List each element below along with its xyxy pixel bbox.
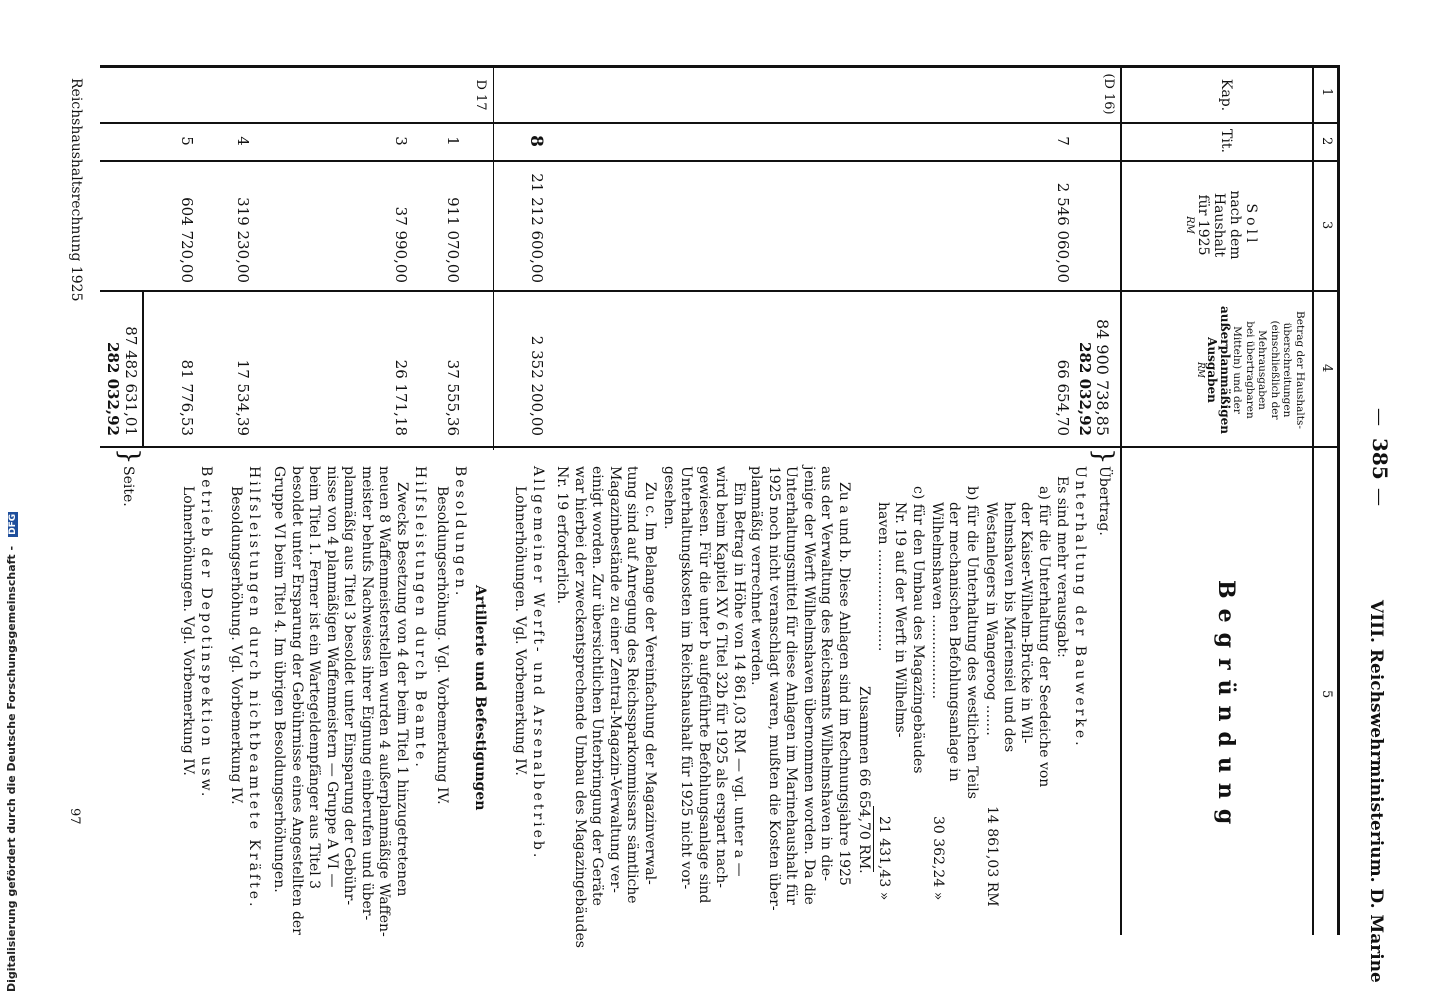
row8-soll: 21 212 600,00 [528, 173, 546, 283]
row1-heading: Besoldungen. [452, 466, 468, 599]
column-number-rule [1312, 65, 1314, 935]
row3-heading: Hilfsleistungen durch Beamte. [412, 466, 428, 770]
row3-soll: 37 990,00 [392, 206, 410, 283]
kap-column-rule [100, 122, 1340, 124]
header-bottom-rule [1120, 65, 1122, 935]
row3-text: Zwecks Besetzung von 4 der beim Titel 1 hinzugetretenen neuen 8 Waffenmeisterstellen wurden 4 außerplanmäßige Waffen- meister behufs Nachweises ihrer Eignung einberufen und über- planmäßig aus Titel 3 besoldet unter Einsparung der Gebühr- nisse von 4 planmäßigen Waffenmeistern — Gruppe A VI — beim Titel 1. Ferner ist ein Wartegeldempfänger aus Titel 3 besoldet unter Ersparung der Gebührnisse eines Angestellten der Gruppe VI beim Titel 4. Im übrigen Besoldungserhöhungen. [271, 466, 410, 937]
row7-item-b: b) für die Unterhaltung des westlichen Teils der mechanischen Befohlungsanlage in Wilhelmshaven ................... [929, 486, 980, 799]
row4-heading: Hilfsleistungen durch nichtbeamtete Kräfte. [246, 466, 262, 910]
row7-para-2: Ein Betrag in Höhe von 14 861,03 RM — vgl. unter a — wird beim Kapitel XV 6 Titel 32b für 1925 als erspart nach- gewiesen. Für die unter b aufgeführte Befohlungsanlage sind Unterhaltungskosten im Reichshaushalt für 1925 nicht vor- gesehen. [661, 466, 747, 904]
carry-brace: } [1088, 448, 1118, 465]
row8-text: Lohnerhöhungen. Vgl. Vorbemerkung IV. [512, 486, 528, 776]
row7-item-c: c) für den Umbau des Magazingebäudes Nr. 19 auf der Werft in Wilhelms- haven ....................... [875, 486, 926, 774]
credit-text: Digitalisierung gefördert durch die Deutsche Forschungsgemeinschaft - [5, 545, 18, 992]
total-brace: } [114, 448, 144, 465]
row7-item-a: a) für die Unterhaltung der Seedeiche von der Kaiser-Wilhelm-Brücke in Wil- helmshaven bis Mariensiel und des Westanlegers in Wangeroog ....... [983, 486, 1052, 788]
row7-betrag: 66 654,70 [1054, 359, 1072, 436]
carry-total: 84 900 738,85 [1093, 318, 1112, 436]
column-number: 2 [1319, 137, 1334, 146]
table-top-rule [1337, 65, 1340, 935]
row7-item-c-amount: 21 431,43 » [876, 816, 892, 901]
row7-zusammen: Zusammen 66 654,70 RM. [856, 686, 872, 874]
soll-header: Soll nach dem Haushalt für 1925 RM [1183, 190, 1259, 260]
row4-soll: 319 230,00 [234, 197, 252, 283]
row4-betrag: 17 534,39 [234, 359, 252, 436]
row1-text: Besoldungserhöhung. Vgl. Vorbemerkung IV. [434, 486, 450, 805]
row3-tit: 3 [392, 136, 410, 146]
carry-label: Übertrag. [1096, 466, 1112, 536]
row5-soll: 604 720,00 [178, 197, 196, 283]
row5-betrag: 81 776,53 [178, 359, 196, 436]
row8-betrag: 2 352 200,00 [528, 335, 546, 436]
column-number: 5 [1319, 690, 1334, 699]
page-total-extra: 282 032,92 [104, 342, 122, 436]
row8-heading: Allgemeiner Werft- und Arsenalbetrieb. [530, 466, 546, 861]
page-total-label: Seite. [120, 466, 136, 507]
tit-column-rule [100, 160, 1340, 162]
sheet-number: 97 [67, 808, 82, 825]
column-number: 3 [1319, 221, 1334, 230]
kap-d16: (D 16) [1101, 73, 1116, 115]
tit-header: Tit. [1218, 129, 1234, 153]
row4-text: Besoldungserhöhung. Vgl. Vorbemerkung IV. [228, 486, 244, 805]
row7-heading: Unterhaltung der Bauwerke. [1072, 466, 1088, 749]
table-left-rule [100, 65, 1340, 68]
column-number: 1 [1319, 88, 1334, 97]
row5-tit: 5 [178, 136, 196, 146]
row1-betrag: 37 555,36 [444, 359, 462, 436]
betrag-header: Betrag der Haushalts- überschreitungen (einschließlich der Mehrausgaben bei übertragbaren Mitteln) und der außerplanmäßigen Ausgaben RM [1195, 306, 1306, 434]
row5-heading: Betrieb der Depotinspektion usw. [198, 466, 214, 800]
section-title: VIII. Reichswehrministerium. D. Marine [1366, 600, 1386, 983]
row4-tit: 4 [234, 136, 252, 146]
row7-para-3: Zu c. Im Belange der Vereinfachung der Magazinverwal- tung sind auf Anregung des Reichssparkommissars sämtliche Magazinbestände zu einer Zentral-Magazin-Verwaltung ver- einigt worden. Zur übersichtlichen Unterbringung der Geräte war hierbei der zweckentsprechende Umbau des Magazingebäudes Nr. 19 erforderlich. [554, 466, 658, 948]
column-number: 4 [1319, 364, 1334, 373]
book-title: Reichshaushaltsrechnung 1925 [68, 78, 84, 302]
page-total: 87 482 631,01 [122, 326, 140, 436]
row7-item-b-amount: 30 362,24 » [930, 816, 946, 901]
header-dash-left: — [1369, 408, 1390, 426]
page-number: 385 [1368, 438, 1392, 480]
begruendung-header: Begründung [1213, 580, 1239, 835]
kap-d17: D 17 [473, 79, 488, 111]
header-dash-right: — [1369, 488, 1390, 506]
row7-soll: 2 546 060,00 [1054, 182, 1072, 283]
artillerie-heading: Artillerie und Befestigungen [472, 585, 488, 811]
row7-item-a-amount: 14 861,03 RM [984, 806, 1000, 907]
kap-header: Kap. [1218, 78, 1234, 112]
row5-text: Lohnerhöhungen. Vgl. Vorbemerkung IV. [180, 486, 196, 776]
row7-tit: 7 [1054, 136, 1072, 146]
dfg-logo: DFG [8, 513, 18, 535]
betrag-column-rule [100, 446, 1340, 448]
row8-tit: 8 [526, 135, 546, 147]
total-rule [142, 292, 144, 446]
row1-soll: 911 070,00 [444, 197, 462, 283]
digitization-credit [0, 392, 18, 992]
row3-betrag: 26 171,18 [392, 359, 410, 436]
section-divider [493, 65, 494, 450]
row1-tit: 1 [444, 136, 462, 146]
row7-intro: Es sind mehr verausgabt: [1054, 476, 1070, 658]
row7-para-1: Zu a und b. Diese Anlagen sind im Rechnungsjahre 1925 aus der Verwaltung des Reichsamts Wilhelmshaven in die- jenige der Werft Wilhelmshaven übernommen worden. Da die Unterhaltungsmittel für diese Anlagen im Marinehaushalt für 1925 noch nicht veranschlagt waren, mußten die Kosten über- planmäßig verrechnet werden. [748, 466, 852, 911]
sum-underline [873, 806, 874, 872]
carry-extra: 282 032,92 [1076, 342, 1094, 436]
soll-column-rule [100, 290, 1340, 292]
